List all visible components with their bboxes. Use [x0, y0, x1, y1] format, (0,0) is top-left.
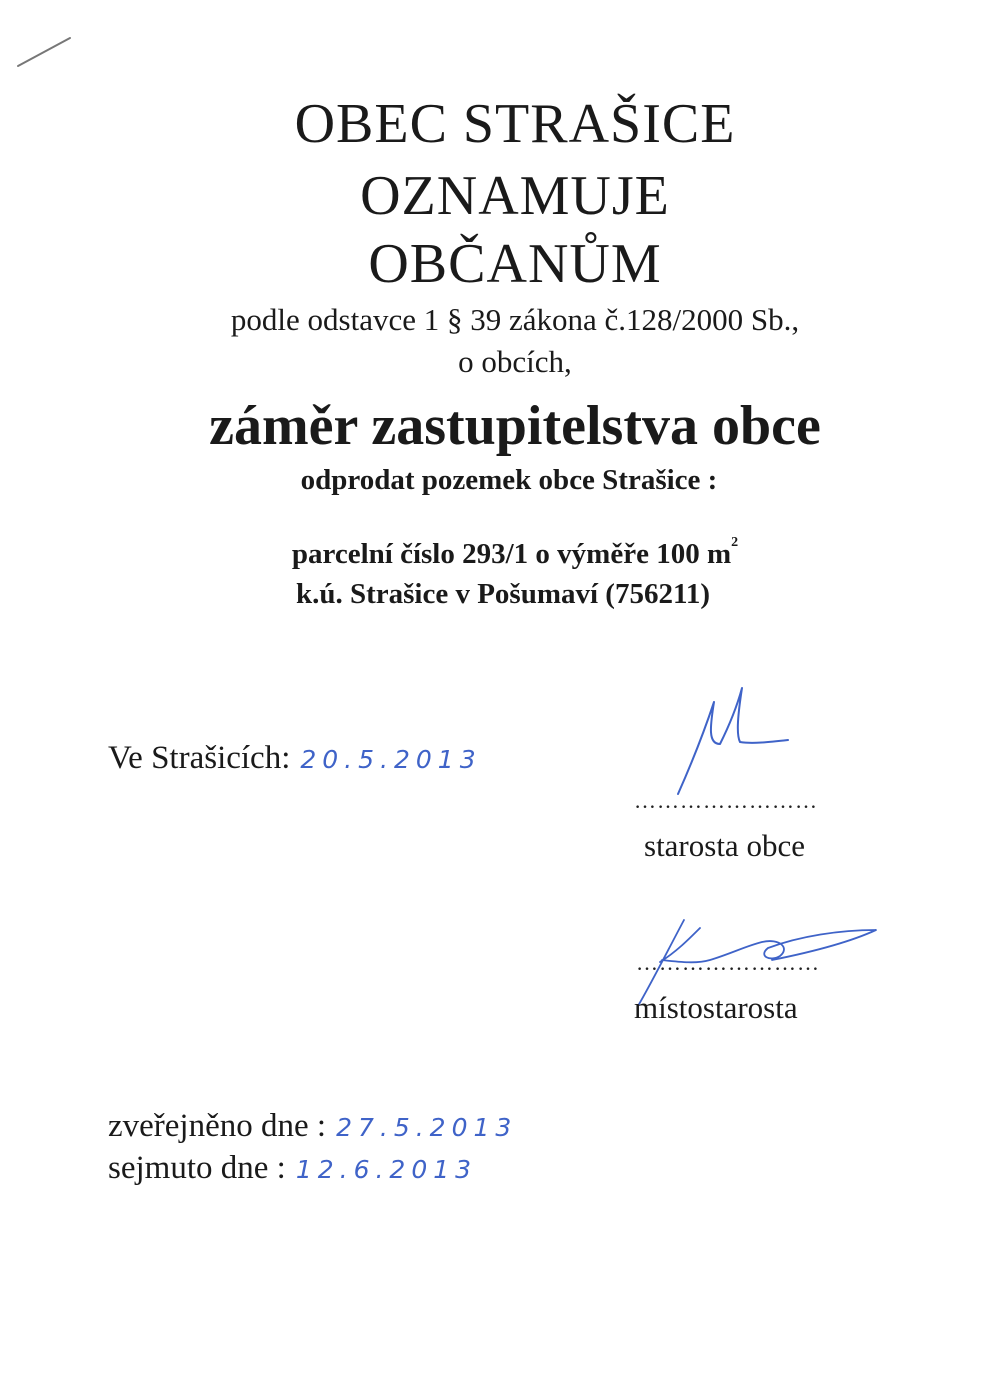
published-label: zveřejněno dne :	[108, 1108, 327, 1144]
removed-date-handwritten: 12.6.2013	[295, 1155, 478, 1184]
parcel-line	[20, 535, 990, 570]
parcel-label: parcelní číslo 293/1 o výměře 100 m	[291, 538, 732, 570]
pen-stroke-mark	[14, 34, 74, 70]
legal-basis-line2: o obcích,	[458, 344, 572, 379]
parcel-unit-exponent: 2	[731, 535, 739, 550]
published-row	[108, 1110, 517, 1143]
place-date-row	[108, 740, 482, 777]
published-date-handwritten: 27.5.2013	[336, 1113, 518, 1142]
legal-basis-line1: podle odstavce 1 § 39 zákona č.128/2000 Sb.,	[230, 302, 800, 337]
removed-row	[108, 1152, 477, 1185]
deputy-role-label: místostarosta	[634, 990, 798, 1025]
intent-subtitle: odprodat pozemek obce Strašice :	[300, 464, 718, 496]
removed-label: sejmuto dne :	[108, 1150, 286, 1186]
mayor-signature-line: ……………………	[634, 788, 818, 813]
place-date-label: Ve Strašicích:	[108, 740, 291, 776]
mayor-signature	[670, 682, 800, 800]
mayor-role-label: starosta obce	[644, 828, 805, 863]
heading-announces: OZNAMUJE	[360, 165, 670, 227]
intent-title: záměr zastupitelstva obce	[209, 395, 821, 457]
deputy-signature-line: ……………………	[636, 950, 820, 975]
heading-municipality: OBEC STRAŠICE	[294, 93, 736, 155]
parcel-cadastre: k.ú. Strašice v Pošumaví (756211)	[295, 578, 711, 610]
place-date-handwritten: 20.5.2013	[300, 745, 482, 774]
heading-citizens: OBČANŮM	[368, 233, 662, 295]
